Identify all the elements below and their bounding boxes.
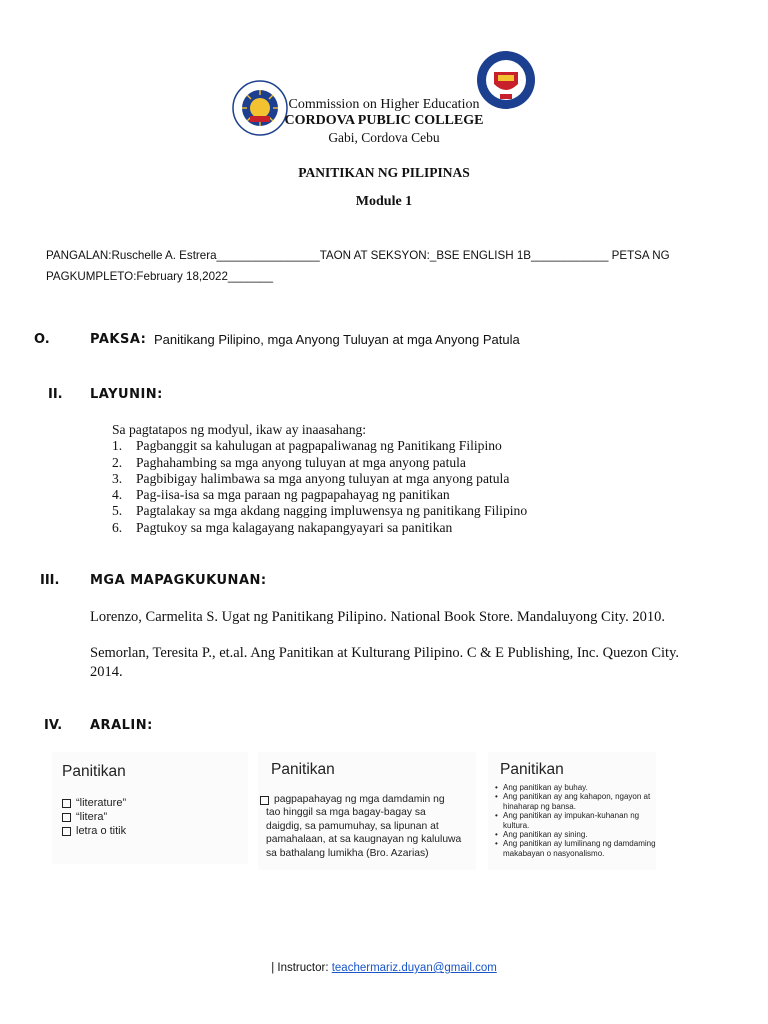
layunin-number: II.: [48, 387, 63, 402]
list-item: 4. Pag-iisa-isa sa mga paraan ng pagpapahayag ng panitikan: [112, 487, 450, 503]
commission-text: Commission on Higher Education: [288, 97, 480, 112]
paksa-number: O.: [34, 332, 50, 347]
footer-instructor: [0, 962, 768, 974]
layunin-label: LAYUNIN:: [90, 387, 163, 402]
card-text-line: pamahalaan, at sa kaugnayan ng kaluluwa: [266, 834, 462, 846]
college-address: Gabi, Cordova Cebu: [328, 130, 440, 145]
list-item: “literature”: [62, 796, 126, 810]
list-item: • Ang panitikan ay lumilinang ng damdaming: [495, 839, 656, 849]
card-text-line: sa bathalang lumikha (Bro. Azarias): [266, 847, 429, 859]
list-item: 6. Pagtukoy sa mga kalagayang nakapangyayari sa panitikan: [112, 519, 453, 535]
panitikan-card-3: [488, 752, 656, 870]
list-item: • Ang panitikan ay buhay.: [495, 783, 588, 792]
list-item: pagpapahayag ng mga damdamin ng: [260, 793, 464, 806]
objectives-list: [112, 422, 527, 536]
panitikan-card-1: [52, 752, 248, 864]
footer-prefix: | Instructor:: [271, 962, 332, 974]
reference-1: Lorenzo, Carmelita S. Ugat ng Panitikang Pilipino. National Book Store. Mandaluyong City. 2010.: [90, 609, 665, 625]
card-title: Panitikan: [62, 763, 126, 780]
list-item: 1. Pagbanggit sa kahulugan at pagpapaliwanag ng Panitikang Filipino: [112, 438, 502, 454]
list-item: • Ang panitikan ay ang kahapon, ngayon at: [495, 792, 651, 802]
list-item: “litera”: [62, 810, 126, 824]
mapagkukunan-label: MGA MAPAGKUKUNAN:: [90, 573, 267, 588]
list-item: • Ang panitikan ay sining.: [495, 830, 588, 840]
reference-2-line1: Semorlan, Teresita P., et.al. Ang Panitikan at Kulturang Pilipino. C & E Publishing, Inc. Quezon City.: [90, 645, 679, 661]
paksa-label: PAKSA:: [90, 332, 147, 347]
objectives-intro: Sa pagtatapos ng modyul, ikaw ay inaasahang:: [112, 422, 367, 437]
checkbox-icon: [62, 827, 71, 836]
student-info-line1: PANGALAN:Ruschelle A. Estrera________________TAON AT SEKSYON:_BSE ENGLISH 1B____________ PETSA NG: [46, 249, 670, 262]
list-item: • Ang panitikan ay impukan-kuhanan ng kultura.: [495, 811, 640, 830]
reference-2-line2: 2014.: [90, 664, 123, 680]
student-info-line2: PAGKUMPLETO:February 18,2022_______: [46, 270, 274, 283]
list-item: letra o titik: [62, 824, 126, 838]
subject-title: PANITIKAN NG PILIPINAS: [298, 165, 470, 180]
card-text-line: makabayan o nasyonalismo.: [503, 848, 605, 858]
checkbox-icon: [260, 796, 269, 805]
checkbox-icon: [62, 813, 71, 822]
card-text-line: hinaharap ng bansa.: [503, 801, 576, 811]
college-name: CORDOVA PUBLIC COLLEGE: [284, 113, 484, 128]
module-title: Module 1: [355, 194, 413, 209]
paksa-text: Panitikang Pilipino, mga Anyong Tuluyan at mga Anyong Patula: [154, 332, 520, 347]
panitikan-card-2: [258, 752, 476, 870]
aralin-label: ARALIN:: [90, 718, 153, 733]
list-item: 3. Pagbibigay halimbawa sa mga anyong tuluyan at mga anyong patula: [112, 470, 510, 486]
card-text-line: tao hinggil sa mga bagay-bagay sa: [266, 807, 426, 819]
list-item: 2. Paghahambing sa mga anyong tuluyan at mga anyong patula: [112, 454, 466, 470]
mapagkukunan-number: III.: [40, 573, 60, 588]
list-item: 5. Pagtalakay sa mga akdang nagging impluwensya ng panitikang Filipino: [112, 503, 528, 519]
aralin-number: IV.: [44, 718, 63, 733]
instructor-email-link[interactable]: teachermariz.duyan@gmail.com: [331, 962, 497, 974]
card-title: Panitikan: [500, 761, 564, 778]
card-title: Panitikan: [271, 761, 335, 778]
checkbox-icon: [62, 799, 71, 808]
card-text-line: daigdig, sa pamumuhay, sa lipunan at: [266, 820, 439, 832]
